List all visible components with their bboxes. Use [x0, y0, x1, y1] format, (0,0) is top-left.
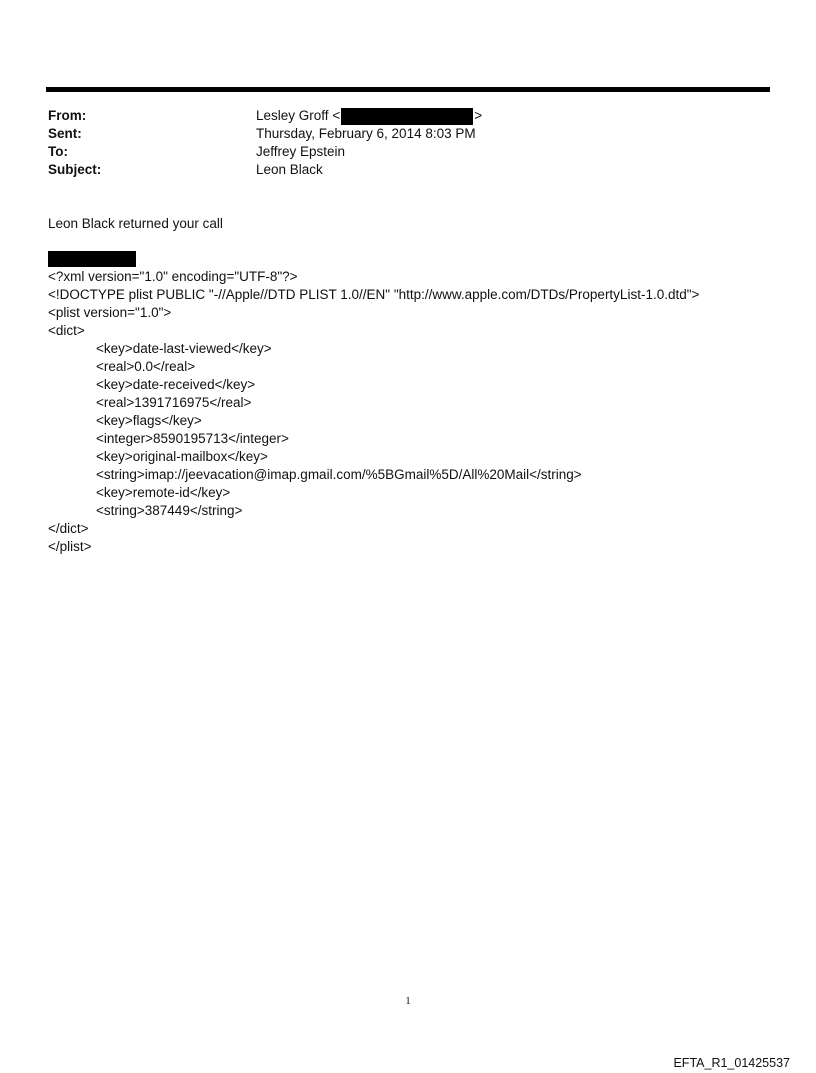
- code-line: <key>date-received</key>: [96, 377, 256, 392]
- sent-value: Thursday, February 6, 2014 8:03 PM: [256, 126, 476, 141]
- bates-number: EFTA_R1_01425537: [673, 1056, 790, 1070]
- redacted-signature: [48, 251, 136, 267]
- code-line: <real>0.0</real>: [96, 359, 196, 374]
- code-line: <dict>: [48, 323, 85, 338]
- to-label: To:: [48, 144, 68, 159]
- plist-code-block: [48, 268, 699, 556]
- code-line: <real>1391716975</real>: [96, 395, 252, 410]
- message-text: Leon Black returned your call: [48, 216, 223, 231]
- header-rule: [46, 87, 770, 92]
- from-name: Lesley Groff: [256, 108, 329, 123]
- to-value: Jeffrey Epstein: [256, 144, 346, 159]
- subject-label: Subject:: [48, 162, 102, 177]
- from-close-bracket: >: [474, 108, 483, 123]
- code-line: </dict>: [48, 521, 89, 536]
- code-line: <key>original-mailbox</key>: [96, 449, 268, 464]
- subject-value: Leon Black: [256, 162, 323, 177]
- code-line: <string>387449</string>: [96, 503, 243, 518]
- from-value: [256, 107, 482, 125]
- code-line: <key>date-last-viewed</key>: [96, 341, 272, 356]
- sent-row: [48, 125, 482, 143]
- code-line: <plist version="1.0">: [48, 305, 172, 320]
- email-header: [48, 107, 482, 179]
- to-row: [48, 143, 482, 161]
- from-row: [48, 107, 482, 125]
- page-number: 1: [405, 995, 411, 1007]
- code-line: <key>flags</key>: [96, 413, 202, 428]
- code-line: <integer>8590195713</integer>: [96, 431, 289, 446]
- subject-row: [48, 161, 482, 179]
- from-label: From:: [48, 108, 87, 123]
- code-line: </plist>: [48, 539, 92, 554]
- from-open-bracket: <: [332, 108, 341, 123]
- redacted-email: [341, 108, 473, 125]
- code-line: <?xml version="1.0" encoding="UTF-8"?>: [48, 269, 298, 284]
- sent-label: Sent:: [48, 126, 82, 141]
- code-line: <string>imap://jeevacation@imap.gmail.com/%5BGmail%5D/All%20Mail</string>: [96, 467, 582, 482]
- code-line: <!DOCTYPE plist PUBLIC "-//Apple//DTD PLIST 1.0//EN" "http://www.apple.com/DTDs/PropertyList-1.0.dtd">: [48, 287, 700, 302]
- code-line: <key>remote-id</key>: [96, 485, 231, 500]
